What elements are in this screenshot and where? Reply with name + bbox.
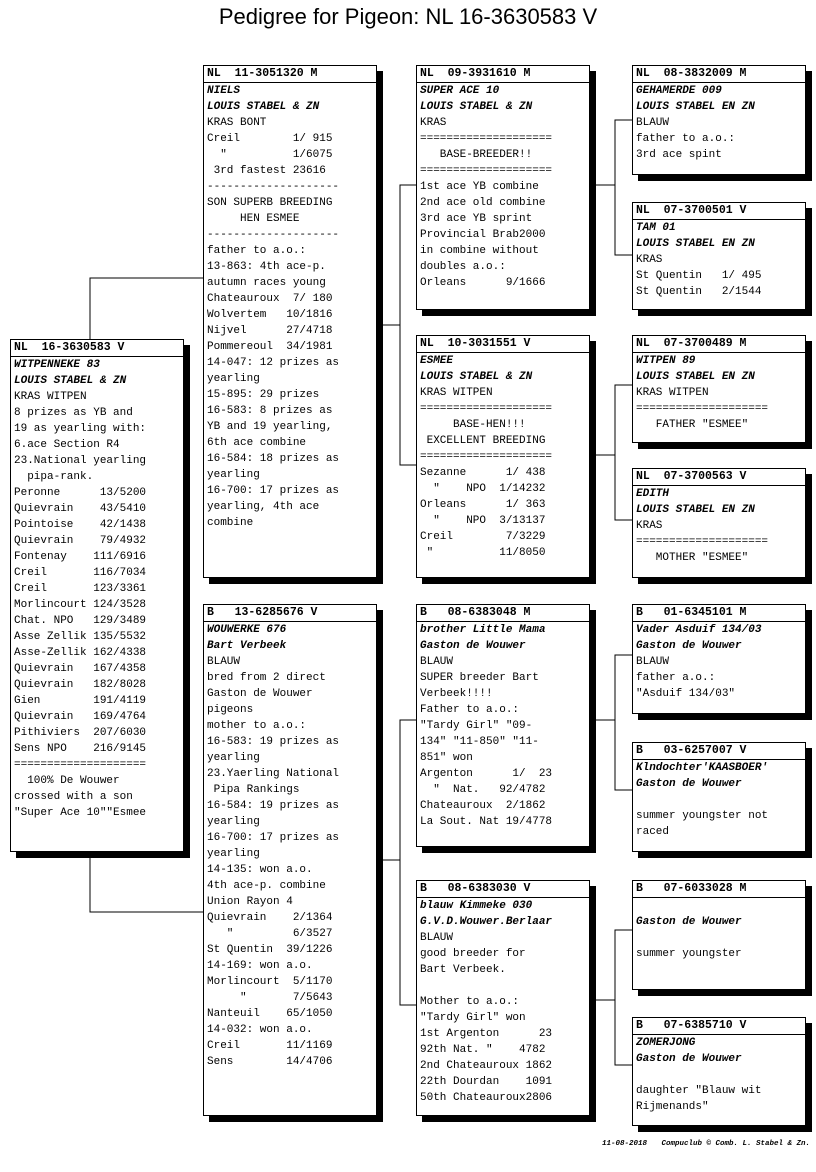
card-line: mother to a.o.:: [207, 720, 307, 732]
card-line: 22th Dourdan 1091: [420, 1076, 553, 1088]
breeder-name: LOUIS STABEL & ZN: [14, 375, 127, 387]
ring-number: NL 16-3630583 V: [11, 340, 183, 357]
ring-number: NL 09-3931610 M: [417, 66, 589, 83]
card-body: [633, 622, 805, 702]
pedigree-card-subject: [10, 339, 184, 852]
card-body: [204, 622, 376, 1070]
card-line: 1st Argenton 23: [420, 1028, 553, 1040]
card-line: --------------------: [207, 229, 340, 241]
card-line: yearling: [207, 752, 260, 764]
card-body: [204, 83, 376, 531]
ring-number: NL 10-3031551 V: [417, 336, 589, 353]
card-line: 23.National yearling: [14, 455, 147, 467]
ring-number: NL 08-3832009 M: [633, 66, 805, 83]
card-line: " NPO 3/13137: [420, 515, 546, 527]
pigeon-name: WITPEN 89: [636, 355, 696, 367]
pigeon-name: Klndochter'KAASBOER': [636, 762, 769, 774]
card-line: Nanteuil 65/1050: [207, 1008, 333, 1020]
card-line: 13-863: 4th ace-p.: [207, 261, 326, 273]
card-line: --------------------: [207, 181, 340, 193]
card-line: ====================: [420, 133, 553, 145]
card-body: [417, 353, 589, 561]
pedigree-card-dam-sire: [416, 604, 590, 847]
pedigree-card-sire-sire-dam: [632, 202, 806, 310]
card-line: Morlincourt 5/1170: [207, 976, 333, 988]
card-line: Pommereoul 34/1981: [207, 341, 333, 353]
card-line: Sezanne 1/ 438: [420, 467, 546, 479]
breeder-name: LOUIS STABEL EN ZN: [636, 371, 755, 383]
card-line: KRAS: [636, 254, 663, 266]
card-line: Sens 14/4706: [207, 1056, 333, 1068]
card-line: Chateauroux 2/1862: [420, 800, 546, 812]
card-line: 16-584: 18 prizes as: [207, 453, 340, 465]
breeder-name: Gaston de Wouwer: [636, 778, 742, 790]
pedigree-card-dam: [203, 604, 377, 1116]
card-line: 14-135: won a.o.: [207, 864, 313, 876]
breeder-name: Gaston de Wouwer: [636, 916, 742, 928]
breeder-name: LOUIS STABEL EN ZN: [636, 238, 755, 250]
card-line: SON SUPERB BREEDING: [207, 197, 333, 209]
pedigree-card-dam-sire-sire: [632, 604, 806, 714]
card-line: 16-700: 17 prizes as: [207, 485, 340, 497]
card-line: yearling, 4th ace: [207, 501, 320, 513]
card-line: [420, 978, 586, 994]
card-line: 16-583: 19 prizes as: [207, 736, 340, 748]
card-line: yearling: [207, 469, 260, 481]
card-line: Orleans 9/1666: [420, 277, 546, 289]
card-line: 14-032: won a.o.: [207, 1024, 313, 1036]
ring-number: B 08-6383048 M: [417, 605, 589, 622]
pigeon-name: brother Little Mama: [420, 624, 546, 636]
card-line: BLAUW: [420, 656, 454, 668]
card-line: Creil 116/7034: [14, 567, 147, 579]
card-line: Peronne 13/5200: [14, 487, 147, 499]
card-line: yearling: [207, 373, 260, 385]
pedigree-card-dam-dam: [416, 880, 590, 1116]
breeder-name: G.V.D.Wouwer.Berlaar: [420, 916, 553, 928]
ring-number: B 07-6385710 V: [633, 1018, 805, 1035]
card-line: Wolvertem 10/1816: [207, 309, 333, 321]
card-line: SUPER breeder Bart: [420, 672, 539, 684]
card-line: Sens NPO 216/9145: [14, 743, 147, 755]
card-line: yearling: [207, 816, 260, 828]
pedigree-card-dam-sire-dam: [632, 742, 806, 852]
pedigree-card-sire-dam-sire: [632, 335, 806, 443]
card-line: Quievrain 2/1364: [207, 912, 333, 924]
card-line: 15-895: 29 prizes: [207, 389, 320, 401]
card-line: " NPO 1/14232: [420, 483, 546, 495]
card-line: [636, 792, 802, 808]
pedigree-card-dam-dam-sire: [632, 880, 806, 990]
card-line: 2nd Chateauroux 1862: [420, 1060, 553, 1072]
card-line: KRAS WITPEN: [14, 391, 87, 403]
card-line: Pipa Rankings: [207, 784, 300, 796]
card-line: ====================: [636, 403, 769, 415]
card-line: Gaston de Wouwer: [207, 688, 313, 700]
card-line: Chat. NPO 129/3489: [14, 615, 147, 627]
card-line: Argenton 1/ 23: [420, 768, 553, 780]
card-line: Mother to a.o.:: [420, 996, 520, 1008]
card-line: summer youngster not: [636, 810, 769, 822]
card-line: MOTHER "ESMEE": [636, 552, 749, 564]
card-body: [633, 1035, 805, 1115]
card-line: "Asduif 134/03": [636, 688, 736, 700]
card-line: 2nd ace old combine: [420, 197, 546, 209]
ring-number: NL 07-3700501 V: [633, 203, 805, 220]
card-line: crossed with a son: [14, 791, 133, 803]
card-line: good breeder for: [420, 948, 526, 960]
card-body: [11, 357, 183, 821]
card-line: " Nat. 92/4782: [420, 784, 546, 796]
breeder-name: Bart Verbeek: [207, 640, 287, 652]
card-line: HEN ESMEE: [207, 213, 300, 225]
card-body: [633, 760, 805, 840]
ring-number: B 13-6285676 V: [204, 605, 376, 622]
card-line: 14-169: won a.o.: [207, 960, 313, 972]
card-line: 1st ace YB combine: [420, 181, 539, 193]
card-line: " 11/8050: [420, 547, 546, 559]
pigeon-name: SUPER ACE 10: [420, 85, 500, 97]
pedigree-card-sire-dam-dam: [632, 468, 806, 578]
card-line: in combine without: [420, 245, 539, 257]
pedigree-card-sire-sire-sire: [632, 65, 806, 175]
footer-credit: Compuclub © Comb. L. Stabel & Zn.: [661, 1140, 810, 1148]
card-line: Creil 123/3361: [14, 583, 147, 595]
card-line: BLAUW: [420, 932, 454, 944]
card-line: FATHER "ESMEE": [636, 419, 749, 431]
breeder-name: LOUIS STABEL & ZN: [207, 101, 320, 113]
card-line: Creil 7/3229: [420, 531, 546, 543]
footer-date: 11-08-2018: [601, 1140, 647, 1148]
card-line: 851" won: [420, 752, 473, 764]
card-line: KRAS BONT: [207, 117, 267, 129]
card-line: EXCELLENT BREEDING: [420, 435, 546, 447]
card-line: "Tardy Girl" won: [420, 1012, 526, 1024]
card-line: Asse Zellik 135/5532: [14, 631, 147, 643]
card-line: daughter "Blauw wit: [636, 1085, 762, 1097]
card-line: [636, 930, 802, 946]
card-line: St Quentin 2/1544: [636, 286, 762, 298]
ring-number: NL 11-3051320 M: [204, 66, 376, 83]
card-body: [633, 353, 805, 433]
card-line: Fontenay 111/6916: [14, 551, 147, 563]
card-line: KRAS WITPEN: [420, 387, 493, 399]
card-line: Quievrain 182/8028: [14, 679, 147, 691]
card-body: [633, 898, 805, 962]
breeder-name: Gaston de Wouwer: [636, 640, 742, 652]
pigeon-name: ZOMERJONG: [636, 1037, 696, 1049]
card-line: father to a.o.:: [207, 245, 307, 257]
card-line: 16-583: 8 prizes as: [207, 405, 333, 417]
card-line: [636, 1067, 802, 1083]
card-line: Orleans 1/ 363: [420, 499, 546, 511]
card-line: BASE-HEN!!!: [420, 419, 526, 431]
card-line: 100% De Wouwer: [14, 775, 120, 787]
pigeon-name: Vader Asduif 134/03: [636, 624, 762, 636]
card-line: BLAUW: [207, 656, 241, 668]
pigeon-name: blauw Kimmeke 030: [420, 900, 533, 912]
card-body: [417, 898, 589, 1106]
card-line: BLAUW: [636, 656, 670, 668]
ring-number: B 07-6033028 M: [633, 881, 805, 898]
card-line: bred from 2 direct: [207, 672, 326, 684]
card-line: Creil 1/ 915: [207, 133, 333, 145]
card-line: Father to a.o.:: [420, 704, 520, 716]
card-line: 19 as yearling with:: [14, 423, 147, 435]
card-line: Creil 11/1169: [207, 1040, 333, 1052]
card-line: BLAUW: [636, 117, 670, 129]
card-line: Quievrain 79/4932: [14, 535, 147, 547]
card-line: 16-584: 19 prizes as: [207, 800, 340, 812]
breeder-name: Gaston de Wouwer: [636, 1053, 742, 1065]
card-line: KRAS: [420, 117, 447, 129]
card-body: [633, 486, 805, 566]
card-line: St Quentin 1/ 495: [636, 270, 762, 282]
pigeon-name: EDITH: [636, 488, 670, 500]
card-line: " 7/5643: [207, 992, 333, 1004]
card-line: 14-047: 12 prizes as: [207, 357, 340, 369]
pigeon-name: WITPENNEKE 83: [14, 359, 100, 371]
ring-number: B 01-6345101 M: [633, 605, 805, 622]
card-line: father a.o.:: [636, 672, 716, 684]
card-line: Nijvel 27/4718: [207, 325, 333, 337]
card-line: Quievrain 169/4764: [14, 711, 147, 723]
card-line: pigeons: [207, 704, 254, 716]
card-line: yearling: [207, 848, 260, 860]
ring-number: NL 07-3700489 M: [633, 336, 805, 353]
card-line: Gien 191/4119: [14, 695, 147, 707]
card-body: [633, 83, 805, 163]
pigeon-name: TAM 01: [636, 222, 676, 234]
card-line: 3rd fastest 23616: [207, 165, 326, 177]
card-line: 8 prizes as YB and: [14, 407, 133, 419]
card-line: St Quentin 39/1226: [207, 944, 333, 956]
ring-number: B 03-6257007 V: [633, 743, 805, 760]
pigeon-name: GEHAMERDE 009: [636, 85, 722, 97]
card-line: 6th ace combine: [207, 437, 307, 449]
card-line: 92th Nat. " 4782: [420, 1044, 546, 1056]
card-line: La Sout. Nat 19/4778: [420, 816, 553, 828]
pedigree-card-dam-dam-dam: [632, 1017, 806, 1126]
card-line: ====================: [420, 451, 553, 463]
breeder-name: LOUIS STABEL & ZN: [420, 371, 533, 383]
card-line: autumn races young: [207, 277, 326, 289]
card-line: Asse-Zellik 162/4338: [14, 647, 147, 659]
card-line: raced: [636, 826, 670, 838]
pigeon-name: NIELS: [207, 85, 241, 97]
card-line: 3rd ace spint: [636, 149, 722, 161]
card-line: Bart Verbeek.: [420, 964, 506, 976]
card-body: [417, 83, 589, 291]
card-line: KRAS WITPEN: [636, 387, 709, 399]
card-line: combine: [207, 517, 254, 529]
card-line: Chateauroux 7/ 180: [207, 293, 333, 305]
card-body: [633, 220, 805, 300]
card-line: 3rd ace YB sprint: [420, 213, 533, 225]
card-line: Pointoise 42/1438: [14, 519, 147, 531]
ring-number: B 08-6383030 V: [417, 881, 589, 898]
pedigree-card-sire-sire: [416, 65, 590, 310]
breeder-name: LOUIS STABEL EN ZN: [636, 504, 755, 516]
card-line: YB and 19 yearling,: [207, 421, 333, 433]
card-line: 50th Chateauroux2806: [420, 1092, 553, 1104]
card-line: pipa-rank.: [14, 471, 94, 483]
pigeon-name: WOUWERKE 676: [207, 624, 287, 636]
card-line: Provincial Brab2000: [420, 229, 546, 241]
pigeon-name: ESMEE: [420, 355, 454, 367]
card-line: " 6/3527: [207, 928, 333, 940]
pedigree-card-sire-dam: [416, 335, 590, 578]
card-line: ====================: [636, 536, 769, 548]
card-line: summer youngster: [636, 948, 742, 960]
card-line: Pithiviers 207/6030: [14, 727, 147, 739]
card-line: ====================: [420, 165, 553, 177]
page-title: Pedigree for Pigeon: NL 16-3630583 V: [218, 4, 598, 29]
card-body: [417, 622, 589, 830]
footer: [592, 1140, 810, 1148]
card-line: BASE-BREEDER!!: [420, 149, 533, 161]
card-line: KRAS: [636, 520, 663, 532]
card-line: "Tardy Girl" "09-: [420, 720, 533, 732]
card-line: 16-700: 17 prizes as: [207, 832, 340, 844]
card-line: " 1/6075: [207, 149, 333, 161]
card-line: 4th ace-p. combine: [207, 880, 326, 892]
card-line: Quievrain 167/4358: [14, 663, 147, 675]
card-line: [636, 898, 802, 914]
breeder-name: LOUIS STABEL & ZN: [420, 101, 533, 113]
card-line: Union Rayon 4: [207, 896, 293, 908]
card-line: Quievrain 43/5410: [14, 503, 147, 515]
card-line: 23.Yaerling National: [207, 768, 340, 780]
card-line: ====================: [420, 403, 553, 415]
card-line: Verbeek!!!!: [420, 688, 493, 700]
card-line: "Super Ace 10""Esmee: [14, 807, 147, 819]
card-line: Rijmenands": [636, 1101, 709, 1113]
card-line: 6.ace Section R4: [14, 439, 120, 451]
card-line: ====================: [14, 759, 147, 771]
breeder-name: Gaston de Wouwer: [420, 640, 526, 652]
card-line: Morlincourt 124/3528: [14, 599, 147, 611]
breeder-name: LOUIS STABEL EN ZN: [636, 101, 755, 113]
pedigree-card-sire: [203, 65, 377, 578]
card-line: doubles a.o.:: [420, 261, 506, 273]
card-line: 134" "11-850" "11-: [420, 736, 539, 748]
card-line: father to a.o.:: [636, 133, 736, 145]
ring-number: NL 07-3700563 V: [633, 469, 805, 486]
